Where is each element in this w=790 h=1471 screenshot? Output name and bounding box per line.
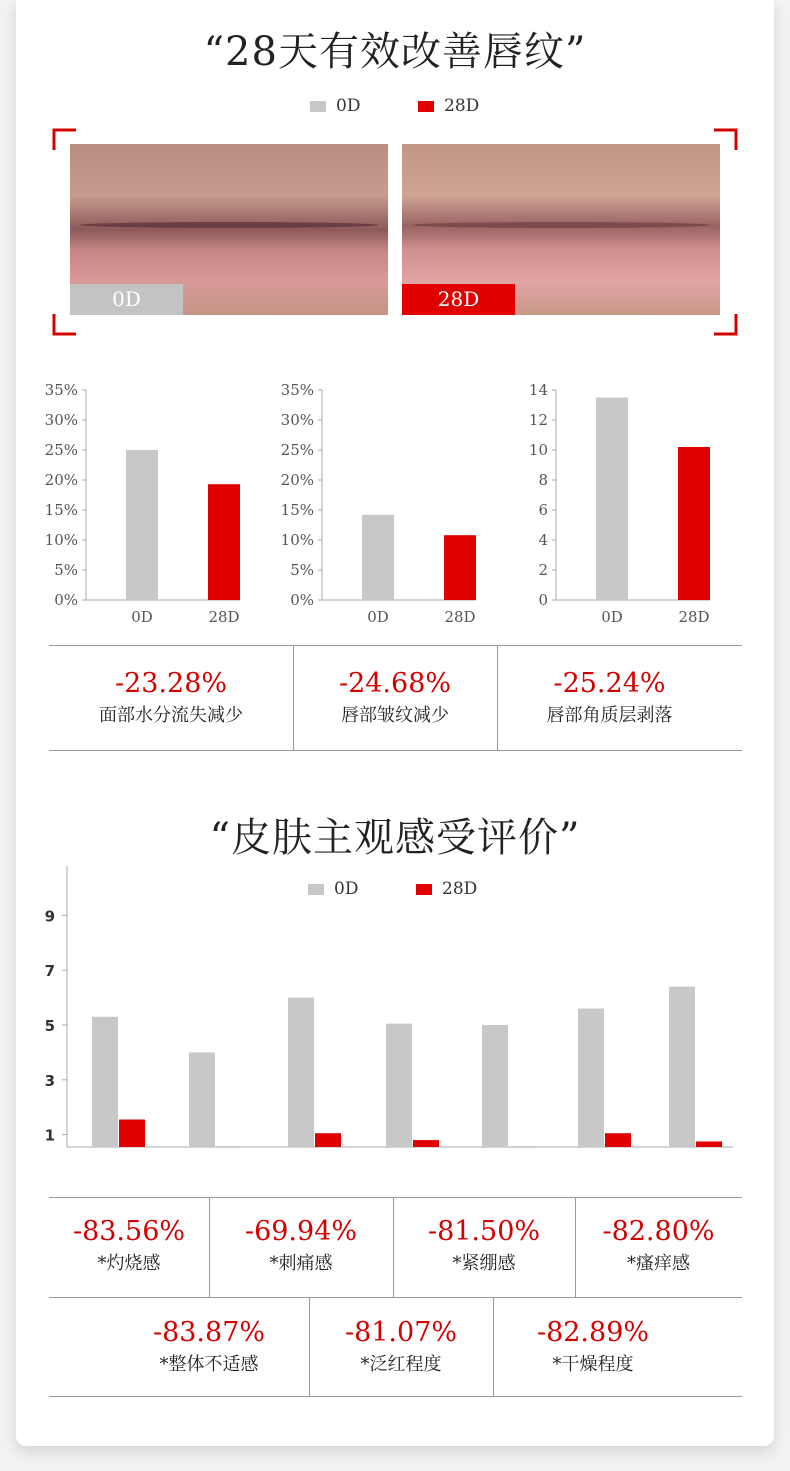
legend-swatch-gray — [310, 101, 326, 112]
stat-label: 唇部皱纹减少 — [341, 705, 449, 726]
table1-bottom-border — [49, 750, 742, 751]
y-tick-label: 8 — [538, 471, 548, 489]
bar-0d — [92, 1017, 118, 1147]
stat-stratum-corneum — [497, 668, 722, 727]
stat-label: *刺痛感 — [269, 1253, 333, 1274]
y-tick-label: 12 — [528, 411, 548, 429]
stat-label: *灼烧感 — [97, 1253, 161, 1274]
y-tick-label: 5 — [44, 1017, 55, 1035]
bar-28d — [605, 1133, 631, 1147]
stat-burning — [49, 1216, 209, 1275]
stat-redness — [309, 1317, 493, 1376]
legend-28d — [418, 96, 479, 116]
y-tick-label: 15% — [44, 501, 78, 519]
y-tick-label: 25% — [280, 441, 314, 459]
corner-bracket-bottom-right — [714, 314, 738, 336]
stat-stinging — [209, 1216, 393, 1275]
stat-percent: -69.94% — [244, 1216, 358, 1247]
y-tick-label: 0 — [538, 591, 548, 609]
stat-percent: -82.80% — [602, 1216, 715, 1247]
y-tick-label: 35% — [44, 381, 78, 399]
stat-percent: -25.24% — [553, 668, 666, 699]
stat-moisture-loss — [49, 668, 293, 727]
y-tick-label: 0% — [54, 591, 78, 609]
y-tick-label: 30% — [44, 411, 78, 429]
stat-percent: -83.56% — [72, 1216, 186, 1247]
stat-label: *紧绷感 — [452, 1253, 516, 1274]
y-tick-label: 10% — [44, 531, 78, 549]
lip-photo-before — [70, 144, 388, 315]
section-title-subjective: “皮肤主观感受评价” — [209, 815, 581, 861]
y-tick-label: 25% — [44, 441, 78, 459]
legend-label-0d: 0D — [336, 96, 361, 116]
bar-28d — [696, 1141, 722, 1147]
x-tick-label: 28D — [208, 608, 240, 626]
stat-percent: -82.89% — [536, 1317, 650, 1348]
photo-label-after: 28D — [402, 284, 515, 315]
y-tick-label: 15% — [280, 501, 314, 519]
bar-28D — [208, 484, 240, 600]
photo-label-before: 0D — [70, 284, 183, 315]
bar-0D — [596, 398, 628, 601]
y-tick-label: 7 — [44, 962, 55, 981]
y-tick-label: 10 — [528, 441, 548, 459]
stat-itching — [575, 1216, 742, 1275]
y-tick-label: 4 — [538, 531, 548, 549]
y-tick-label: 1 — [44, 1126, 55, 1145]
x-tick-label: 0D — [367, 608, 389, 626]
y-tick-label: 30% — [280, 411, 314, 429]
bar-28d — [119, 1120, 145, 1147]
corner-bracket-bottom-left — [52, 314, 76, 336]
table2-bottom-border — [49, 1396, 742, 1397]
legend-swatch-red — [418, 101, 434, 112]
x-tick-label: 28D — [444, 608, 476, 626]
bar-0D — [362, 515, 394, 600]
y-tick-label: 2 — [538, 561, 548, 579]
section-title-lip: “28天有效改善唇纹” — [203, 29, 587, 75]
bar-0d — [578, 1009, 604, 1147]
stat-label: *泛红程度 — [360, 1354, 442, 1375]
stat-label: *干燥程度 — [552, 1354, 634, 1375]
bar-28D — [444, 535, 476, 600]
y-tick-label: 5% — [54, 561, 78, 579]
y-tick-label: 3 — [44, 1071, 55, 1090]
y-tick-label: 9 — [44, 907, 55, 926]
bar-28d — [315, 1133, 341, 1147]
stat-overall-discomfort — [109, 1317, 309, 1376]
stat-label: 唇部角质层剥落 — [546, 705, 673, 726]
chart-subjective — [30, 860, 740, 1160]
stat-label: *瘙痒感 — [627, 1253, 690, 1274]
y-tick-label: 10% — [280, 531, 314, 549]
stat-percent: -81.50% — [427, 1216, 541, 1247]
stat-percent: -24.68% — [338, 668, 452, 699]
y-tick-label: 35% — [280, 381, 314, 399]
stat-label: 面部水分流失减少 — [99, 705, 243, 726]
table2-top-border — [49, 1197, 742, 1198]
bar-0d — [386, 1024, 412, 1147]
y-tick-label: 20% — [280, 471, 314, 489]
stat-percent: -83.87% — [152, 1317, 266, 1348]
chart-moisture-loss — [40, 378, 270, 628]
bar-0d — [288, 998, 314, 1147]
y-tick-label: 6 — [538, 501, 548, 519]
y-tick-label: 14 — [528, 381, 548, 399]
legend-label-28d: 28D — [442, 879, 478, 899]
x-tick-label: 0D — [601, 608, 623, 626]
stat-percent: -23.28% — [114, 668, 228, 699]
bar-0d — [669, 987, 695, 1147]
y-tick-label: 0% — [290, 591, 314, 609]
x-tick-label: 0D — [131, 608, 153, 626]
bar-0D — [126, 450, 158, 600]
x-tick-label: 28D — [678, 608, 710, 626]
bar-28d — [413, 1140, 439, 1147]
bar-28D — [678, 447, 710, 600]
stat-tightness — [393, 1216, 575, 1275]
legend-label-0d: 0D — [334, 879, 359, 899]
table1-top-border — [49, 645, 742, 646]
chart-stratum-corneum — [510, 378, 740, 628]
stat-dryness — [493, 1317, 693, 1376]
legend-label-28d: 28D — [444, 96, 480, 116]
bar-0d — [482, 1025, 508, 1147]
y-tick-label: 5% — [290, 561, 314, 579]
stat-percent: -81.07% — [344, 1317, 458, 1348]
stat-wrinkles — [293, 668, 497, 727]
y-tick-label: 20% — [44, 471, 78, 489]
bar-0d — [189, 1052, 215, 1147]
stat-label: *整体不适感 — [159, 1354, 259, 1375]
lip-photo-after — [402, 144, 720, 315]
table2-middle-border — [49, 1297, 742, 1298]
legend-0d — [310, 96, 360, 116]
chart-wrinkles — [276, 378, 506, 628]
